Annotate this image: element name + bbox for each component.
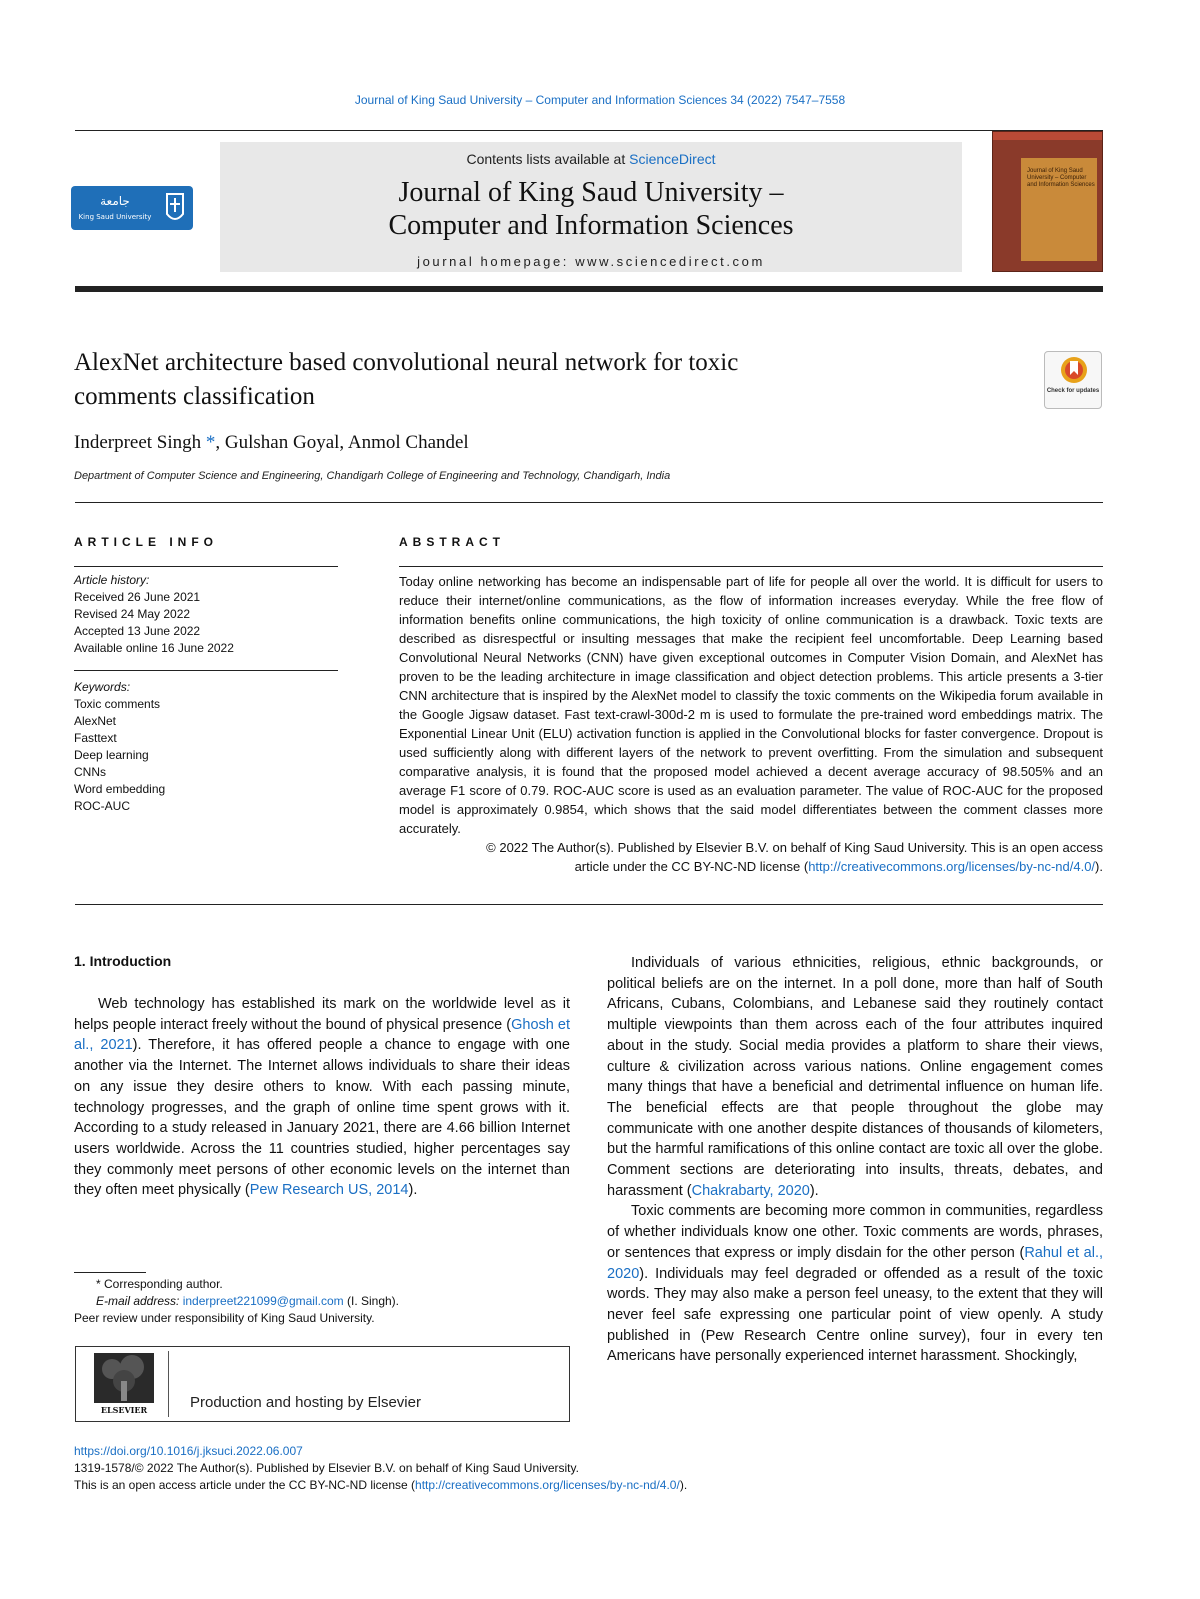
article-info-heading: ARTICLE INFO	[74, 535, 218, 549]
body-column-right	[607, 953, 1103, 1367]
authors	[74, 432, 469, 454]
contents-prefix: Contents lists available at	[466, 151, 630, 167]
corresponding-author-mark[interactable]: *	[201, 432, 216, 453]
citation-chakrabarty[interactable]: Chakrabarty, 2020	[691, 1182, 810, 1199]
abstract-bottom-rule	[75, 904, 1103, 905]
affiliation: Department of Computer Science and Engineering, Chandigarh College of Engineering and Technology, Chandigarh, India	[74, 470, 671, 482]
abstract-license-suffix: ).	[1095, 859, 1103, 874]
citation-pew-research[interactable]: Pew Research US, 2014	[249, 1182, 409, 1199]
issn-line: 1319-1578/© 2022 The Author(s). Published by Elsevier B.V. on behalf of King Saud University.	[74, 1461, 579, 1475]
keyword-item: Deep learning	[74, 748, 149, 762]
author-names-rest: , Gulshan Goyal, Anmol Chandel	[215, 432, 469, 453]
keywords-rule	[74, 670, 338, 671]
svg-text:ﺟﺎﻣﻌﺔ: ﺟﺎﻣﻌﺔ	[100, 194, 130, 208]
header-thick-rule	[75, 286, 1103, 292]
email-note	[74, 1293, 570, 1310]
peer-review-note: Peer review under responsibility of King Saud University.	[74, 1311, 375, 1325]
intro-p1-text-b: ). Therefore, it has offered people a chance to engage with one another via the Internet. The Internet allows individuals to share their ideas on any issue they desire others to know. With each passing minute, technology progresses, and the graph of online time spent grows with it. According to a study released in January 2021, there are 4.66 billion Internet users worldwide. Across the 11 countries studied, higher percentages say they commonly meet persons of other economic levels on the internet than they often meet physically (	[74, 1037, 570, 1199]
journal-title	[220, 176, 962, 242]
introduction-heading: 1. Introduction	[74, 953, 172, 969]
keyword-item: ROC-AUC	[74, 799, 130, 813]
abstract-copyright	[399, 838, 1103, 876]
intro-paragraph-2	[607, 953, 1103, 1201]
journal-reference[interactable]: Journal of King Saud University – Computer and Information Sciences 34 (2022) 7547–7558	[354, 93, 846, 107]
elsevier-hosting-text: Production and hosting by Elsevier	[190, 1394, 421, 1411]
history-revised: Revised 24 May 2022	[74, 607, 191, 621]
doi-link[interactable]: https://doi.org/10.1016/j.jksuci.2022.06.007	[74, 1444, 303, 1458]
abstract-rule	[399, 566, 1103, 567]
cover-text: Journal of King Saud University – Computer and Information Sciences	[1027, 168, 1095, 188]
email-label: E-mail address:	[96, 1294, 183, 1308]
keyword-item: AlexNet	[74, 714, 117, 728]
cover-strip	[993, 132, 1102, 140]
intro-p3-text-a: Toxic comments are becoming more common in communities, regardless of whether individuals know one other. Toxic comments are words, phrases, or sentences that express or imply disdain for the other person (	[607, 1203, 1103, 1261]
intro-p2-text-a: Individuals of various ethnicities, religious, ethnic backgrounds, or political beliefs are on the internet. In a poll done, more than half of South Africans, Cubans, Colombians, and Lebanese said they routinely contact multiple viewpoints than them across each of the four attributes inquired about in the study. Social media provides a platform to share their views, culture & civilization across various nations. Online engagement comes many things that have a beneficial and detrimental influence on human life. The beneficial effects are that people throughout the globe may communicate with one another despite distances of thousands of kilometers, but the harmful ramifications of this online contact are toxic all over the globe. Comment sections are deteriorating into insults, threats, debates, and harassment (	[607, 955, 1103, 1199]
article-title	[74, 346, 974, 414]
intro-p1-text-a: Web technology has established its mark on the worldwide level as it helps people interact freely without the bound of physical presence (	[74, 996, 570, 1033]
logo-caption: King Saud University	[78, 213, 152, 221]
abstract-text: Today online networking has become an indispensable part of life for people all over the world. It is difficult for users to reduce their internet/online communications, as the flow of information increases everyday. While the free flow of information benefits online communications, the high toxicity of online communication is a drawback. Toxic texts are described as disrespectful or insulting messages that make the recipient feel uncomfortable. Deep Learning based Convolutional Neural Networks (CNN) have given exceptional outcomes in Computer Vision Domain, and AlexNet has proven to be the leading architecture in image classification and object detection problems. This article presents a 3-tier CNN architecture that is inspired by the AlexNet model to classify the toxic comments on the Wikipedia forum available in the Google Jigsaw dataset. Fast text-crawl-300d-2 m is used to formulate the pre-trained word embeddings matrix. The Exponential Linear Unit (ELU) activation function is applied in the Convolutional blocks for faster convergence. Dropout is used sufficiently along with different layers of the network to prevent overfitting. From the simulation and subsequent comparative analysis, it is found that the proposed model achieved a decent average accuracy of 98.505% and an average F1 score of 0.79. ROC-AUC score is used as an evaluation parameter. The value of ROC-AUC for the proposed model is approximately 0.9854, which shows that the said model differentiates between the comment classes more accurately.	[399, 574, 1103, 836]
intro-paragraph-1	[74, 994, 570, 1201]
journal-cover-image	[992, 131, 1103, 272]
king-saud-university-logo	[71, 186, 193, 230]
abstract-license-link[interactable]: http://creativecommons.org/licenses/by-nc-nd/4.0/	[808, 859, 1096, 874]
affiliation-rule	[75, 502, 1103, 503]
abstract-license-prefix: article under the CC BY-NC-ND license (	[574, 859, 809, 874]
license-suffix: ).	[679, 1478, 688, 1492]
footnotes	[74, 1276, 570, 1327]
elsevier-hosting-box	[75, 1346, 570, 1422]
abstract-body	[399, 572, 1103, 876]
keywords	[74, 679, 338, 815]
footnote-rule	[74, 1272, 146, 1273]
article-title-line2: comments classification	[74, 383, 315, 410]
keyword-item: Word embedding	[74, 782, 166, 796]
keyword-item: Toxic comments	[74, 697, 161, 711]
intro-p2-text-b: ).	[809, 1182, 819, 1199]
article-info-rule	[74, 566, 338, 567]
cover-panel	[1021, 158, 1097, 261]
journal-title-line2: Computer and Information Sciences	[388, 210, 794, 241]
journal-title-line1: Journal of King Saud University –	[398, 177, 784, 208]
header-top-rule	[75, 130, 1103, 131]
crossmark-icon	[1045, 352, 1103, 388]
article-history	[74, 572, 338, 657]
history-available: Available online 16 June 2022	[74, 641, 234, 655]
crossmark-label: Check for updates	[1046, 388, 1100, 394]
abstract-heading: ABSTRACT	[399, 535, 505, 549]
journal-homepage[interactable]: journal homepage: www.sciencedirect.com	[417, 254, 765, 269]
article-title-line1: AlexNet architecture based convolutional neural network for toxic	[74, 349, 739, 376]
citation-ghosh[interactable]: Ghosh et al., 2021	[74, 1016, 570, 1054]
body-column-left	[74, 994, 570, 1201]
corresponding-author-note: * Corresponding author.	[96, 1277, 223, 1291]
elsevier-logo-word: ELSEVIER	[100, 1405, 148, 1415]
email-link[interactable]: inderpreet221099@gmail.com	[182, 1294, 344, 1308]
keyword-item: Fasttext	[74, 731, 117, 745]
elsevier-divider	[168, 1351, 169, 1417]
intro-paragraph-3	[607, 1201, 1103, 1367]
abstract-copyright-line1: © 2022 The Author(s). Published by Elsevier B.V. on behalf of King Saud University. This is an open access	[486, 840, 1103, 855]
keywords-label: Keywords:	[74, 680, 131, 694]
citation-rahul[interactable]: Rahul et al., 2020	[607, 1244, 1103, 1282]
email-suffix: (I. Singh).	[343, 1294, 400, 1308]
article-history-label: Article history:	[74, 573, 150, 587]
license-link[interactable]: http://creativecommons.org/licenses/by-nc-nd/4.0/	[415, 1478, 680, 1492]
history-received: Received 26 June 2021	[74, 590, 201, 604]
keyword-item: CNNs	[74, 765, 106, 779]
elsevier-tree-logo	[94, 1353, 154, 1415]
intro-p3-text-b: ). Individuals may feel degraded or offended as a result of the toxic words. They may also make a person feel uneasy, to the extent that they will never feel safe expressing one particular point of view openly. A study published in (Pew Research Centre online survey), four in every ten Americans have personally experienced internet harassment. Shockingly,	[607, 1265, 1103, 1365]
sciencedirect-link[interactable]: ScienceDirect	[629, 151, 716, 167]
check-for-updates-button[interactable]	[1044, 351, 1102, 409]
license-line	[74, 1477, 687, 1494]
history-accepted: Accepted 13 June 2022	[74, 624, 201, 638]
contents-line	[220, 151, 962, 167]
journal-masthead	[220, 142, 962, 272]
bottom-meta	[74, 1443, 687, 1494]
intro-p1-text-c: ).	[408, 1182, 418, 1199]
author-name: Inderpreet Singh	[74, 432, 202, 453]
license-prefix: This is an open access article under the CC BY-NC-ND license (	[74, 1478, 416, 1492]
